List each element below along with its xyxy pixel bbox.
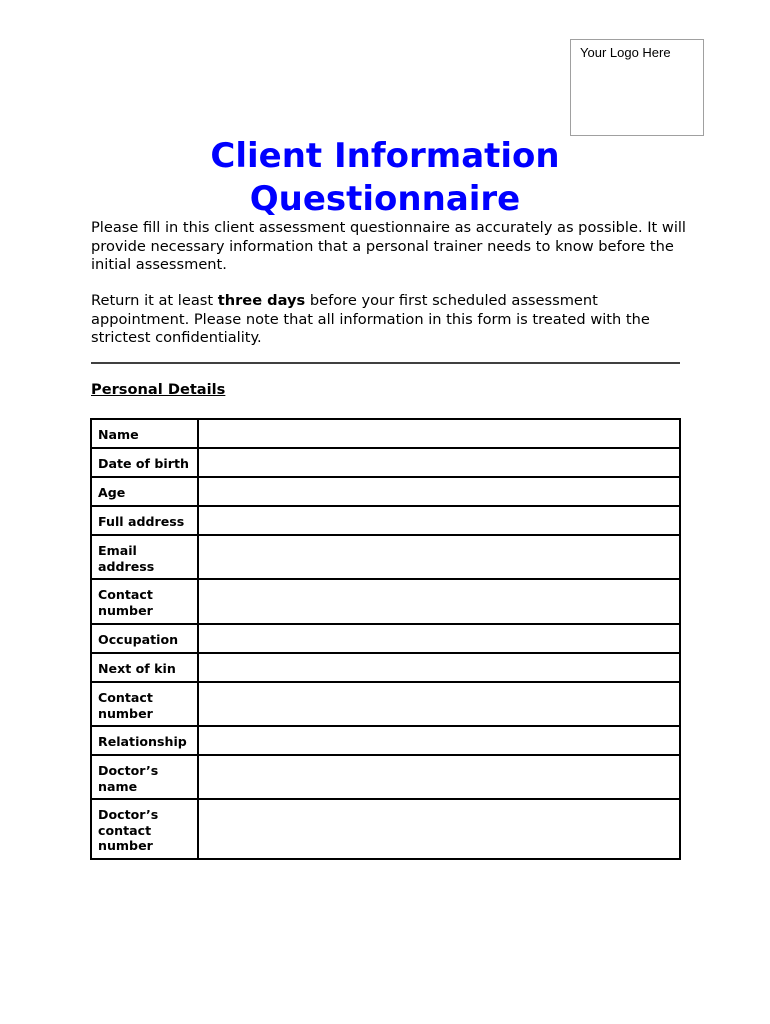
logo-placeholder [570,39,704,136]
table-row [91,653,680,682]
field-label-kin-contact-number: Contact number [91,682,198,726]
field-label-date-of-birth: Date of birth [91,448,198,477]
logo-placeholder-text: Your Logo Here [580,45,671,60]
field-input-name[interactable] [198,419,680,448]
field-label-name: Name [91,419,198,448]
section-divider [91,362,680,364]
page-title [0,135,770,221]
page-title-line-1: Client Information [210,136,560,176]
table-row [91,624,680,653]
intro-paragraph-2-start: Return it at least [91,292,218,309]
personal-details-table [90,418,681,860]
field-input-occupation[interactable] [198,624,680,653]
field-label-age: Age [91,477,198,506]
intro-paragraph-1: Please fill in this client assessment questionnaire as accurately as possible. It will provide necessary information that a personal trainer needs to know before the initial assessment. [91,219,686,273]
table-row [91,506,680,535]
table-row [91,535,680,579]
intro-paragraph-2 [91,292,691,348]
table-row [91,448,680,477]
table-row [91,799,680,859]
table-row [91,477,680,506]
field-label-occupation: Occupation [91,624,198,653]
intro-paragraph-2-emphasis: three days [217,292,306,309]
field-label-relationship: Relationship [91,726,198,755]
field-input-doctors-name[interactable] [198,755,680,799]
table-row [91,682,680,726]
field-input-next-of-kin[interactable] [198,653,680,682]
field-label-doctors-contact-number: Doctor’s contact number [91,799,198,859]
field-input-date-of-birth[interactable] [198,448,680,477]
field-input-email-address[interactable] [198,535,680,579]
page-title-line-2: Questionnaire [249,179,521,219]
field-input-contact-number[interactable] [198,579,680,624]
field-label-contact-number: Contact number [91,579,198,624]
field-input-age[interactable] [198,477,680,506]
field-input-kin-contact-number[interactable] [198,682,680,726]
field-label-doctors-name: Doctor’s name [91,755,198,799]
table-row [91,755,680,799]
field-input-doctors-contact-number[interactable] [198,799,680,859]
field-input-full-address[interactable] [198,506,680,535]
field-label-email-address: Email address [91,535,198,579]
table-row [91,419,680,448]
table-row [91,579,680,624]
personal-details-heading: Personal Details [91,381,226,398]
field-label-next-of-kin: Next of kin [91,653,198,682]
field-input-relationship[interactable] [198,726,680,755]
field-label-full-address: Full address [91,506,198,535]
table-row [91,726,680,755]
intro-paragraph-2-end: before your first scheduled assessment appointment. Please note that all information in this form is treated with the strictest confidentiality. [91,292,650,346]
